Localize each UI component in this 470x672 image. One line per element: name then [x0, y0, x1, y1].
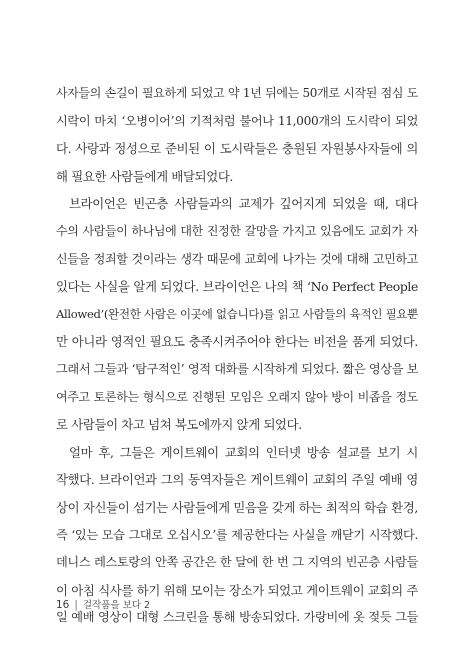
- text-line: 신들을 정죄할 것이라는 생각 때문에 교회에 나가는 것에 대해 고민하고: [56, 251, 418, 266]
- footer-separator: |: [74, 599, 78, 611]
- text-line: 있다는 사실을 알게 되었다. 브라이언은 나의 책 ‘No Perfect People: [56, 279, 418, 295]
- text-line: 그래서 그들과 ‘탐구적인’ 영적 대화를 시작하게 되었다. 짧은 영상을 보: [56, 361, 418, 376]
- text-line: 일 예배 영상이 대형 스크린을 통해 방송되었다. 가랑비에 옷 젖듯 그들: [56, 610, 418, 625]
- text-line: 얼마 후, 그들은 게이트웨이 교회의 인터넷 방송 설교를 보기 시: [69, 444, 418, 460]
- text-line: 여주고 토론하는 형식으로 진행된 모임은 오래지 않아 방이 비좁을 정도: [56, 389, 418, 404]
- text-line: 브라이언은 빈곤층 사람들과의 교제가 깊어지게 되었을 때, 대다: [69, 196, 418, 212]
- paragraph-1: [56, 80, 418, 190]
- text-line: 작했다. 브라이언과 그의 동역자들은 게이트웨이 교회의 주일 예배 영: [56, 472, 418, 488]
- text-line: 수의 사람들이 하나님에 대한 진정한 갈망을 가지고 있음에도 교회가 자: [56, 223, 418, 238]
- text-line: 상이 자신들이 섬기는 사람들에게 믿음을 갖게 하는 최적의 학습 환경,: [56, 499, 418, 515]
- body-text: [56, 80, 418, 632]
- text-line: 해 필요한 사람들에게 배달되었다.: [56, 168, 234, 184]
- page-number: 16: [56, 599, 70, 611]
- text-line: Allowed’(완전한 사람은 이곳에 없습니다)를 읽고 사람들의 육적인 필요뿐: [56, 306, 418, 321]
- text-line: 이 아침 식사를 하기 위해 모이는 장소가 되었고 게이트웨이 교회의 주: [56, 582, 418, 598]
- book-title: 걸작품을 보다 2: [82, 600, 151, 611]
- page-footer: [56, 597, 150, 611]
- text-line: 만 아니라 영적인 필요도 충족시켜주어야 한다는 비전을 품게 되었다.: [56, 334, 418, 350]
- text-line: 다. 사랑과 정성으로 준비된 이 도시락들은 충원된 자원봉사자들에 의: [56, 141, 418, 157]
- paragraph-2: [56, 190, 418, 438]
- text-line: 시락이 마치 ‘오병이어’의 기적처럼 불어나 11,000개의 도시락이 되었: [56, 113, 418, 128]
- text-line: 사자들의 손길이 필요하게 되었고 약 1년 뒤에는 50개로 시작된 점심 도: [56, 86, 418, 100]
- text-line: 즉 ‘있는 모습 그대로 오십시오’를 제공한다는 사실을 깨닫기 시작했다.: [56, 527, 418, 542]
- text-line: 로 사람들이 차고 넘쳐 복도에까지 앉게 되었다.: [56, 417, 302, 433]
- text-line: 데니스 레스토랑의 안쪽 공간은 한 달에 한 번 그 지역의 빈곤층 사람들: [56, 555, 418, 570]
